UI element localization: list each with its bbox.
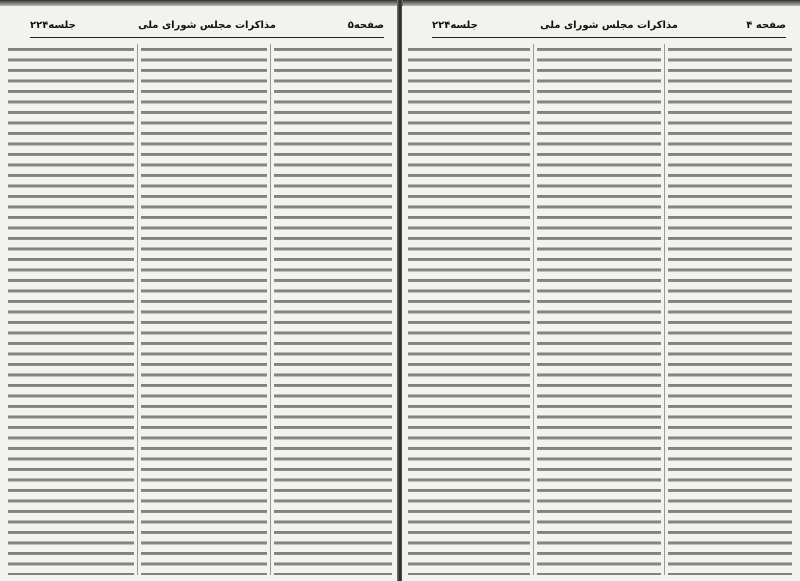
column-divider	[533, 44, 534, 575]
session-number: جلسه۲۲۴	[432, 20, 478, 31]
column-divider	[270, 44, 271, 575]
session-number: جلسه۲۲۴	[30, 20, 76, 31]
text-column	[141, 44, 267, 575]
right-page	[402, 6, 800, 581]
text-column	[668, 44, 792, 575]
publication-title: مذاکرات مجلس شورای ملی	[540, 20, 678, 31]
text-column	[8, 44, 134, 575]
column-divider	[664, 44, 665, 575]
column-divider	[137, 44, 138, 575]
page-number: صفحه۵	[347, 20, 384, 31]
left-page	[0, 6, 398, 581]
header-rule	[30, 37, 384, 38]
page-header	[432, 20, 786, 38]
text-column	[408, 44, 530, 575]
page-number: صفحه ۴	[746, 20, 786, 31]
text-column	[274, 44, 392, 575]
publication-title: مذاکرات مجلس شورای ملی	[138, 20, 276, 31]
header-rule	[432, 37, 786, 38]
page-header	[30, 20, 384, 38]
text-column	[537, 44, 661, 575]
